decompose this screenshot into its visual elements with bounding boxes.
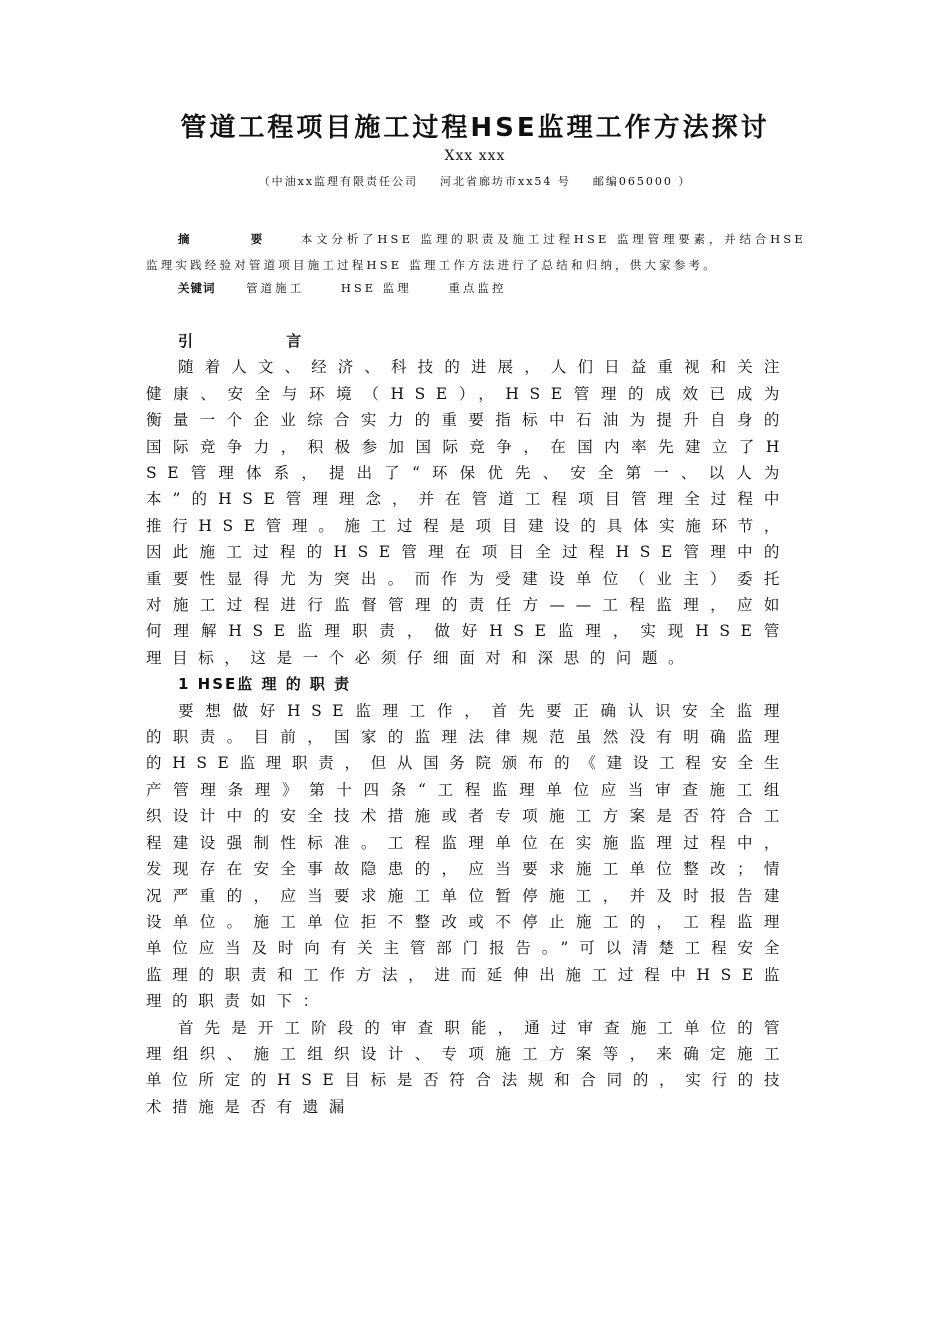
document-author: Xxx xxx	[444, 148, 506, 164]
abstract-label: 摘 要	[178, 232, 291, 246]
abstract-block	[146, 226, 806, 278]
duties-paragraph-review: 首先是开工阶段的审查职能，通过审查施工单位的管理组织、施工组织设计、专项施工方案等，来确定施工单位所定的HSE目标是否符合法规和合同的，实行的技术措施是否有遗漏	[146, 1018, 790, 1116]
section-heading-intro: 引 言	[178, 332, 346, 350]
keyword-item: HSE 监理	[340, 281, 412, 295]
body-text	[146, 328, 790, 1120]
abstract-text: 本文分析了HSE 监理的职责及施工过程HSE 监理管理要素，并结合HSE 监理实践经验对管道项目施工过程HSE 监理工作方法进行了总结和归纳，供大家参考。	[146, 232, 806, 272]
keyword-item: 重点监控	[448, 281, 507, 295]
duties-paragraph: 要想做好HSE监理工作，首先要正确认识安全监理的职责。目前，国家的监理法律规范虽然没有明确监理的HSE监理职责，但从国务院颁布的《建设工程安全生产管理条理》第十四条“工程监理单位应当审查施工组织设计中的安全技术措施或者专项施工方案是否符合工程建设强制性标准。工程监理单位在实施监理过程中，发现存在安全事故隐患的，应当要求施工单位整改；情况严重的，应当要求施工单位暂停施工，并及时报告建设单位。施工单位拒不整改或不停止施工的，工程监理单位应当及时向有关主管部门报告。”可以清楚工程安全监理的职责和工作方法，进而延伸出施工过程中HSE监理的职责如下：	[146, 701, 790, 1011]
keywords-label: 关键词	[178, 281, 216, 295]
document-affiliation: （中油xx监理有限责任公司 河北省廊坊市xx54 号 邮编065000 ）	[258, 175, 692, 188]
document-title: 管道工程项目施工过程HSE监理工作方法探讨	[180, 113, 770, 143]
intro-paragraph: 随着人文、经济、科技的进展，人们日益重视和关注健康、安全与环境（HSE），HSE管理的成效已成为衡量一个企业综合实力的重要指标中石油为提升自身的国际竞争力，积极参加国际竞争，在国内率先建立了HSE管理体系，提出了“环保优先、安全第一、以人为本”的HSE管理理念，并在管道工程项目管理全过程中推行HSE管理。施工过程是项目建设的具体实施环节，因此施工过程的HSE管理在项目全过程HSE管理中的重要性显得尤为突出。而作为受建设单位（业主）委托对施工过程进行监督管理的责任方——工程监理，应如何理解HSE监理职责，做好HSE监理，实现HSE管理目标，这是一个必须仔细面对和深思的问题。	[146, 358, 790, 667]
keyword-item: 管道施工	[246, 281, 305, 295]
keywords-block	[178, 278, 536, 298]
section-heading-duties: 1 HSE监 理 的 职 责	[178, 675, 352, 694]
